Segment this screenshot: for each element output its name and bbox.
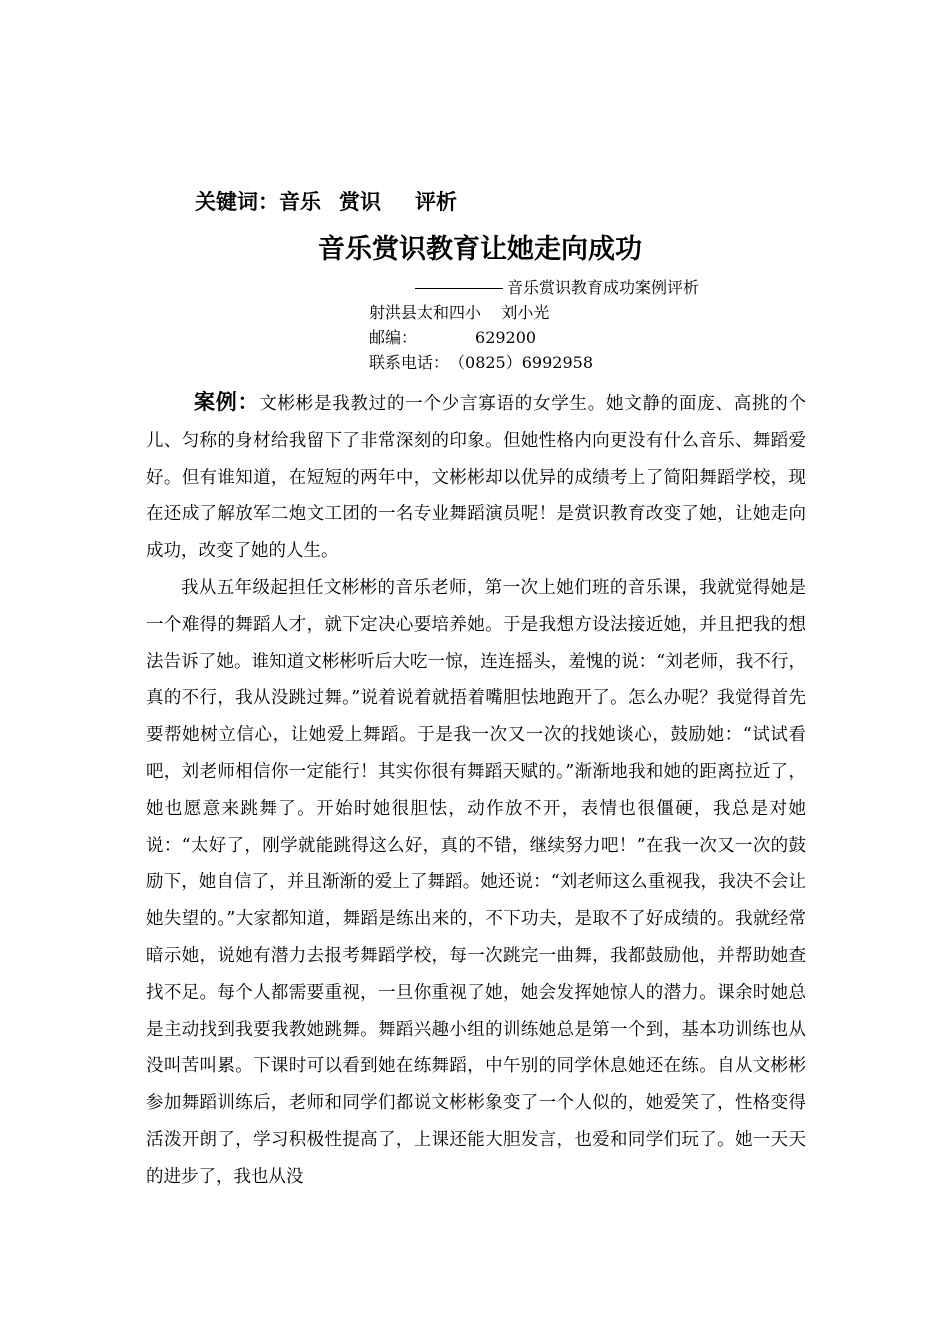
postcode-label: 邮编： [369,328,418,347]
keywords-label: 关键词： [195,190,279,214]
case-label: 案例： [194,390,260,414]
phone-label: 联系电话： [369,353,450,372]
paragraph-text: 文彬彬是我教过的一个少言寡语的女学生。她文静的面庞、高挑的个儿、匀称的身材给我留下了非常深刻的印象。但她性格内向更没有什么音乐、舞蹈爱好。但有谁知道，在短短的两年中，文彬彬却以优异的成绩考上了简阳舞蹈学校，现在还成了解放军二炮文工团的一名专业舞蹈演员呢！是赏识教育改变了她，让她走向成功，改变了她的人生。 [146,394,806,562]
subtitle-dash [415,288,503,289]
phone-value: （0825）6992958 [449,353,593,372]
article-body [146,384,806,1196]
case-paragraph-1 [146,384,806,570]
article-subtitle [415,275,699,298]
keywords-line [195,186,457,216]
case-paragraph-2: 我从五年级起担任文彬彬的音乐老师，第一次上她们班的音乐课，我就觉得她是一个难得的舞蹈人才，就下定决心要培养她。于是我想方设法接近她，并且把我的想法告诉了她。谁知道文彬彬听后大吃一惊，连连摇头，羞愧的说：“刘老师，我不行，真的不行，我从没跳过舞。”说着说着就捂着嘴胆怯地跑开了。怎么办呢？我觉得首先要帮她树立信心，让她爱上舞蹈。于是我一次又一次的找她谈心，鼓励她：“试试看吧，刘老师相信你一定能行！其实你很有舞蹈天赋的。”渐渐地我和她的距离拉近了，她也愿意来跳舞了。开始时她很胆怯，动作放不开，表情也很僵硬，我总是对她说：“太好了，刚学就能跳得这么好，真的不错，继续努力吧！”在我一次又一次的鼓励下，她自信了，并且渐渐的爱上了舞蹈。她还说：“刘老师这么重视我，我决不会让她失望的。”大家都知道，舞蹈是练出来的，不下功夫，是取不了好成绩的。我就经常暗示她，说她有潜力去报考舞蹈学校，每一次跳完一曲舞，我都鼓励他，并帮助她查找不足。每个人都需要重视，一旦你重视了她，她会发挥她惊人的潜力。课余时她总是主动找到我要我教她跳舞。舞蹈兴趣小组的训练她总是第一个到，基本功训练也从没叫苦叫累。下课时可以看到她在练舞蹈，中午别的同学休息她还在练。自从文彬彬参加舞蹈训练后，老师和同学们都说文彬彬象变了一个人似的，她爱笑了，性格变得活泼开朗了，学习积极性提高了，上课还能大胆发言，也爱和同学们玩了。她一天天的进步了，我也从没 [146,577,806,1187]
postcode-value: 629200 [475,328,537,347]
article-title: 音乐赏识教育让她走向成功 [318,234,642,265]
keyword-item: 评析 [415,190,457,214]
phone-line [369,350,593,373]
author-line: 射洪县太和四小 刘小光 [369,303,550,322]
subtitle-text: 音乐赏识教育成功案例评析 [507,278,700,297]
keyword-item: 赏识 [339,190,381,214]
keyword-item: 音乐 [279,190,321,214]
postcode-line [369,325,536,348]
